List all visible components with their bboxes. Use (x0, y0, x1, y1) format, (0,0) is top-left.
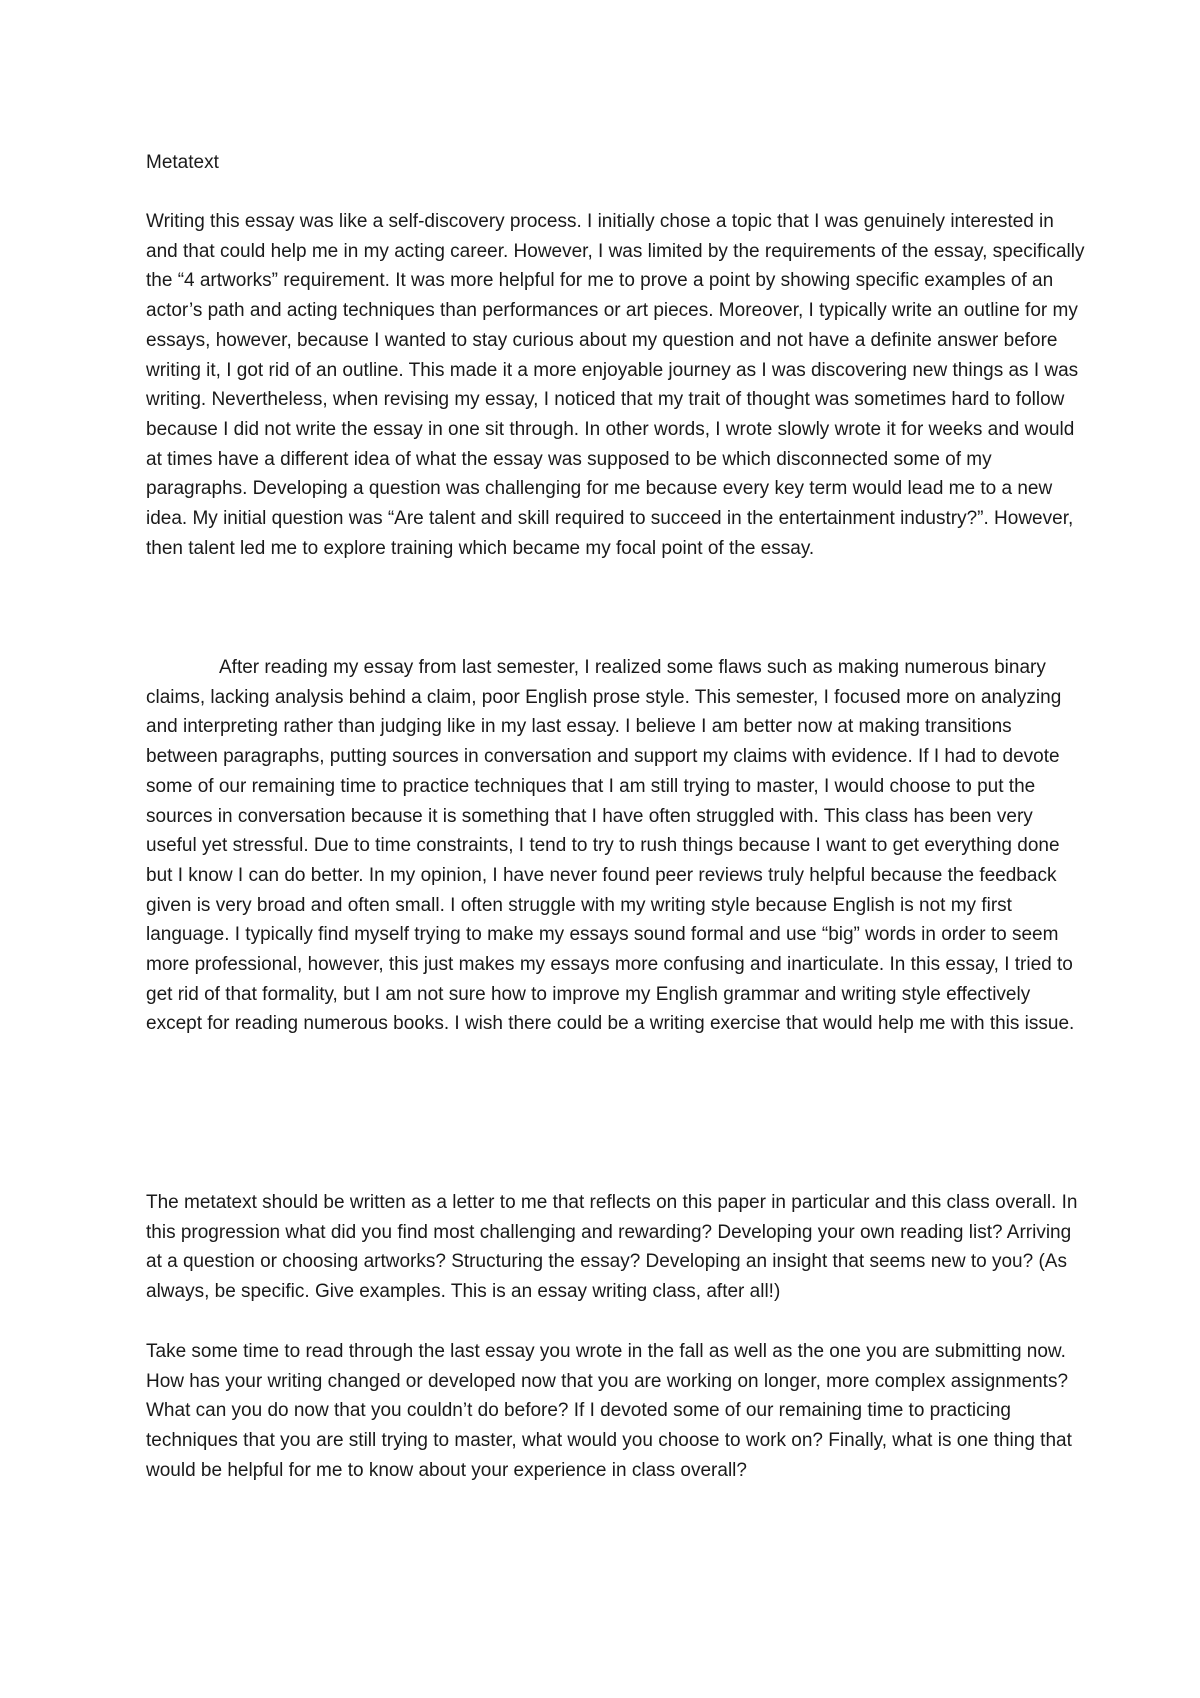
prompt-paragraph-1: The metatext should be written as a letter to me that reflects on this paper in particular and this class overall. In this progression what did you find most challenging and rewarding? Developing your own reading list? Arriving at a question or choosing artworks? Structuring the essay? Developing an insight that seems new to you? (As always, be specific. Give examples. This is an essay writing class, after all!) (146, 1192, 1078, 1303)
essay-paragraph-1: Writing this essay was like a self-discovery process. I initially chose a topic that I was genuinely interested in and that could help me in my acting career. However, I was limited by the requirements of the essay, specifically the “4 artworks” requirement. It was more helpful for me to prove a point by showing specific examples of an actor’s path and acting techniques than performances or art pieces. Moreover, I typically write an outline for my essays, however, because I wanted to stay curious about my question and not have a definite answer before writing it, I got rid of an outline. This made it a more enjoyable journey as I was discovering new things as I was writing. Nevertheless, when revising my essay, I noticed that my trait of thought was sometimes hard to follow because I did not write the essay in one sit through. In other words, I wrote slowly wrote it for weeks and would at times have a different idea of what the essay was supposed to be which disconnected some of my paragraphs. Developing a question was challenging for me because every key term would lead me to a new idea. My initial question was “Are talent and skill required to succeed in the entertainment industry?”. However, then talent led me to explore training which became my focal point of the essay. (146, 211, 1085, 559)
document-title: Metatext (146, 152, 219, 173)
prompt-paragraph-2: Take some time to read through the last essay you wrote in the fall as well as the one you are submitting now. How has your writing changed or developed now that you are working on longer, more complex assignments? What can you do now that you couldn’t do before? If I devoted some of our remaining time to practicing techniques that you are still trying to master, what would you choose to work on? Finally, what is one thing that would be helpful for me to know about your experience in class overall? (146, 1341, 1072, 1481)
essay-paragraph-2: After reading my essay from last semester, I realized some flaws such as making numerous binary claims, lacking analysis behind a claim, poor English prose style. This semester, I focused more on analyzing and interpreting rather than judging like in my last essay. I believe I am better now at making transitions between paragraphs, putting sources in conversation and support my claims with evidence. If I had to devote some of our remaining time to practice techniques that I am still trying to master, I would choose to put the sources in conversation because it is something that I have often struggled with. This class has been very useful yet stressful. Due to time constraints, I tend to try to rush things because I want to get everything done but I know I can do better. In my opinion, I have never found peer reviews truly helpful because the feedback given is very broad and often small. I often struggle with my writing style because English is not my first language. I typically find myself trying to make my essays sound formal and use “big” words in order to seem more professional, however, this just makes my essays more confusing and inarticulate. In this essay, I tried to get rid of that formality, but I am not sure how to improve my English grammar and writing style effectively except for reading numerous books. I wish there could be a writing exercise that would help me with this issue. (146, 657, 1075, 1035)
